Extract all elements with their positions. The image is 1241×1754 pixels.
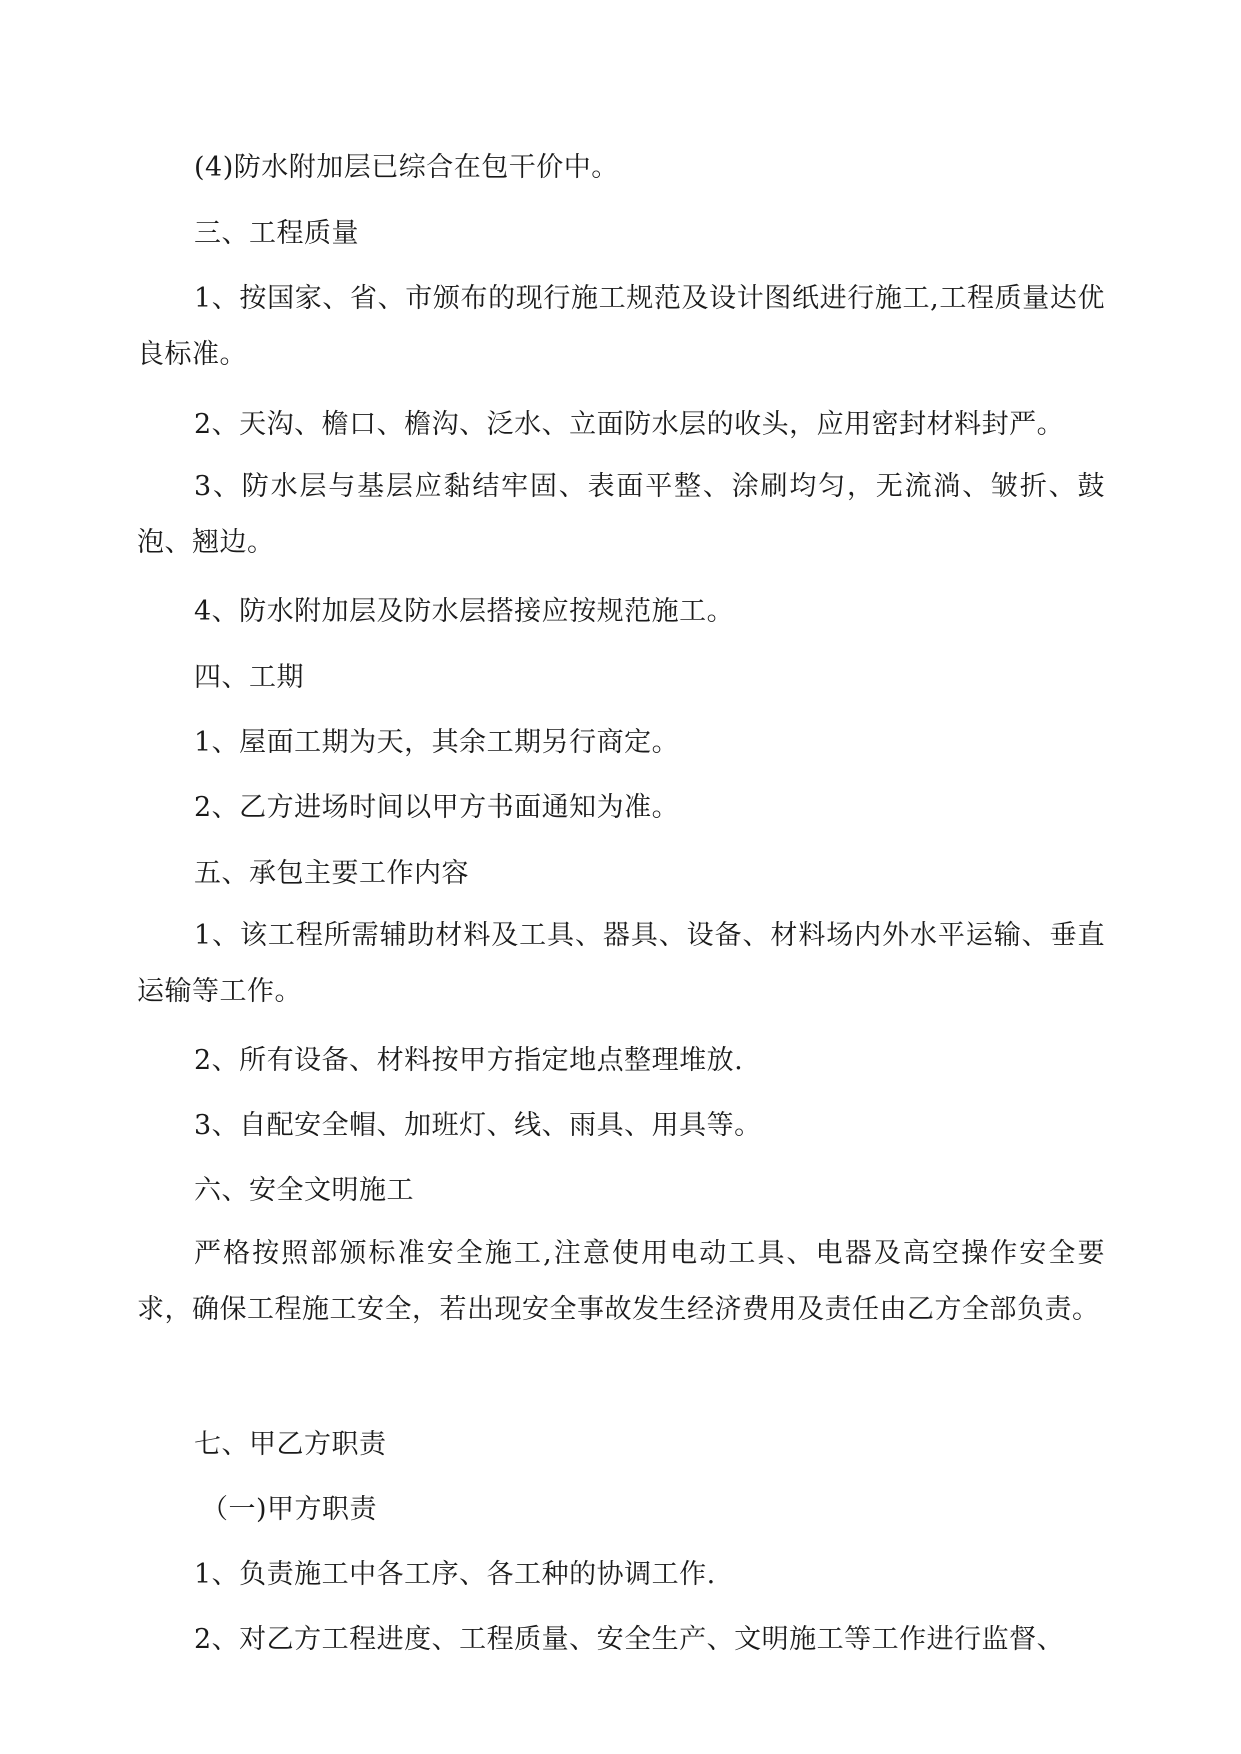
subheading-party-a-duties: （一)甲方职责 xyxy=(201,1494,378,1525)
paragraph-quality-item-2: 2、天沟、檐口、檐沟、泛水、立面防水层的收头，应用密封材料封严。 xyxy=(194,409,1065,440)
paragraph-schedule-item-1: 1、屋面工期为天，其余工期另行商定。 xyxy=(194,727,680,758)
paragraph-scope-item-3: 3、自配安全帽、加班灯、线、雨具、用具等。 xyxy=(194,1110,762,1141)
paragraph-party-a-item-2: 2、对乙方工程进度、工程质量、安全生产、文明施工等工作进行监督、 xyxy=(194,1624,1065,1655)
paragraph-scope-item-1: 1、该工程所需辅助材料及工具、器具、设备、材料场内外水平运输、垂直运输等工作。 xyxy=(137,920,1105,1007)
heading-party-duties: 七、甲乙方职责 xyxy=(194,1429,387,1460)
paragraph-scope-item-2: 2、所有设备、材料按甲方指定地点整理堆放. xyxy=(194,1045,744,1076)
heading-schedule: 四、工期 xyxy=(194,662,304,693)
paragraph-quality-item-3: 3、防水层与基层应黏结牢固、表面平整、涂刷均匀，无流淌、皱折、鼓泡、翘边。 xyxy=(137,471,1105,558)
heading-contract-scope: 五、承包主要工作内容 xyxy=(194,858,469,889)
paragraph-waterproof-additional-layer: (4)防水附加层已综合在包干价中。 xyxy=(194,152,619,183)
paragraph-quality-item-4: 4、防水附加层及防水层搭接应按规范施工。 xyxy=(194,596,735,627)
heading-engineering-quality: 三、工程质量 xyxy=(194,218,359,249)
paragraph-party-a-item-1: 1、负责施工中各工序、各工种的协调工作. xyxy=(194,1559,716,1590)
paragraph-quality-item-1: 1、按国家、省、市颁布的现行施工规范及设计图纸进行施工,工程质量达优良标准。 xyxy=(137,283,1105,370)
paragraph-safety-body: 严格按照部颁标准安全施工,注意使用电动工具、电器及高空操作安全要求，确保工程施工安全，若出现安全事故发生经济费用及责任由乙方全部负责。 xyxy=(137,1238,1105,1325)
heading-safety: 六、安全文明施工 xyxy=(194,1175,414,1206)
paragraph-schedule-item-2: 2、乙方进场时间以甲方书面通知为准。 xyxy=(194,792,680,823)
